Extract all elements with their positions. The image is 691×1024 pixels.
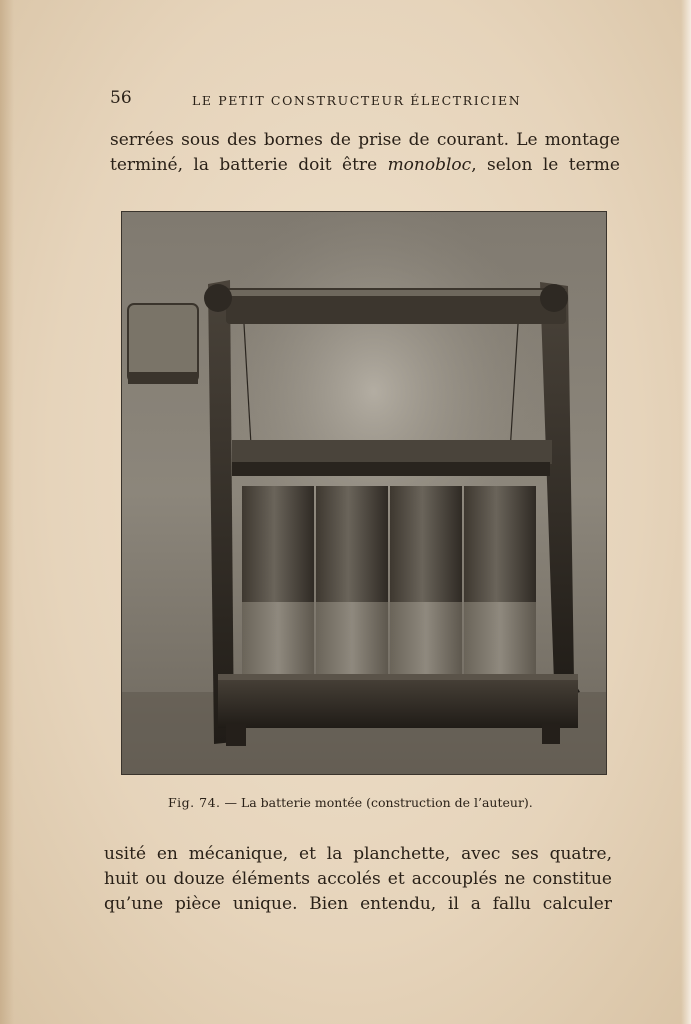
text-line: huit ou douze éléments accolés et accouplés ne constitue bbox=[104, 869, 612, 889]
text-line: qu’une pièce unique. Bien entendu, il a fallu calculer bbox=[104, 894, 612, 914]
text-line bbox=[110, 153, 620, 178]
page-number: 56 bbox=[110, 88, 132, 108]
paragraph-bottom bbox=[104, 842, 612, 917]
caption-text: — La batterie montée (construction de l’auteur). bbox=[220, 795, 533, 810]
italic-term: monobloc bbox=[387, 155, 472, 175]
text-segment: , selon le terme bbox=[471, 155, 620, 175]
cell-jar bbox=[390, 486, 462, 676]
battery-photograph bbox=[121, 211, 607, 775]
figure-caption bbox=[168, 795, 533, 810]
text-segment: terminé, la batterie doit être bbox=[110, 155, 388, 175]
page-edge-highlight bbox=[681, 0, 691, 1024]
running-title: LE PETIT CONSTRUCTEUR ÉLECTRICIEN bbox=[192, 93, 522, 108]
page-edge-shadow bbox=[0, 0, 14, 1024]
cell-jar bbox=[242, 486, 314, 676]
cell-jar bbox=[316, 486, 388, 676]
cell-jar bbox=[464, 486, 536, 676]
text-line: serrées sous des bornes de prise de courant. Le montage bbox=[110, 130, 620, 150]
figure-label: Fig. 74. bbox=[168, 795, 221, 810]
text-line: usité en mécanique, et la planchette, avec ses quatre, bbox=[104, 844, 612, 864]
battery-illustration bbox=[122, 212, 606, 774]
paragraph-top bbox=[110, 128, 620, 178]
